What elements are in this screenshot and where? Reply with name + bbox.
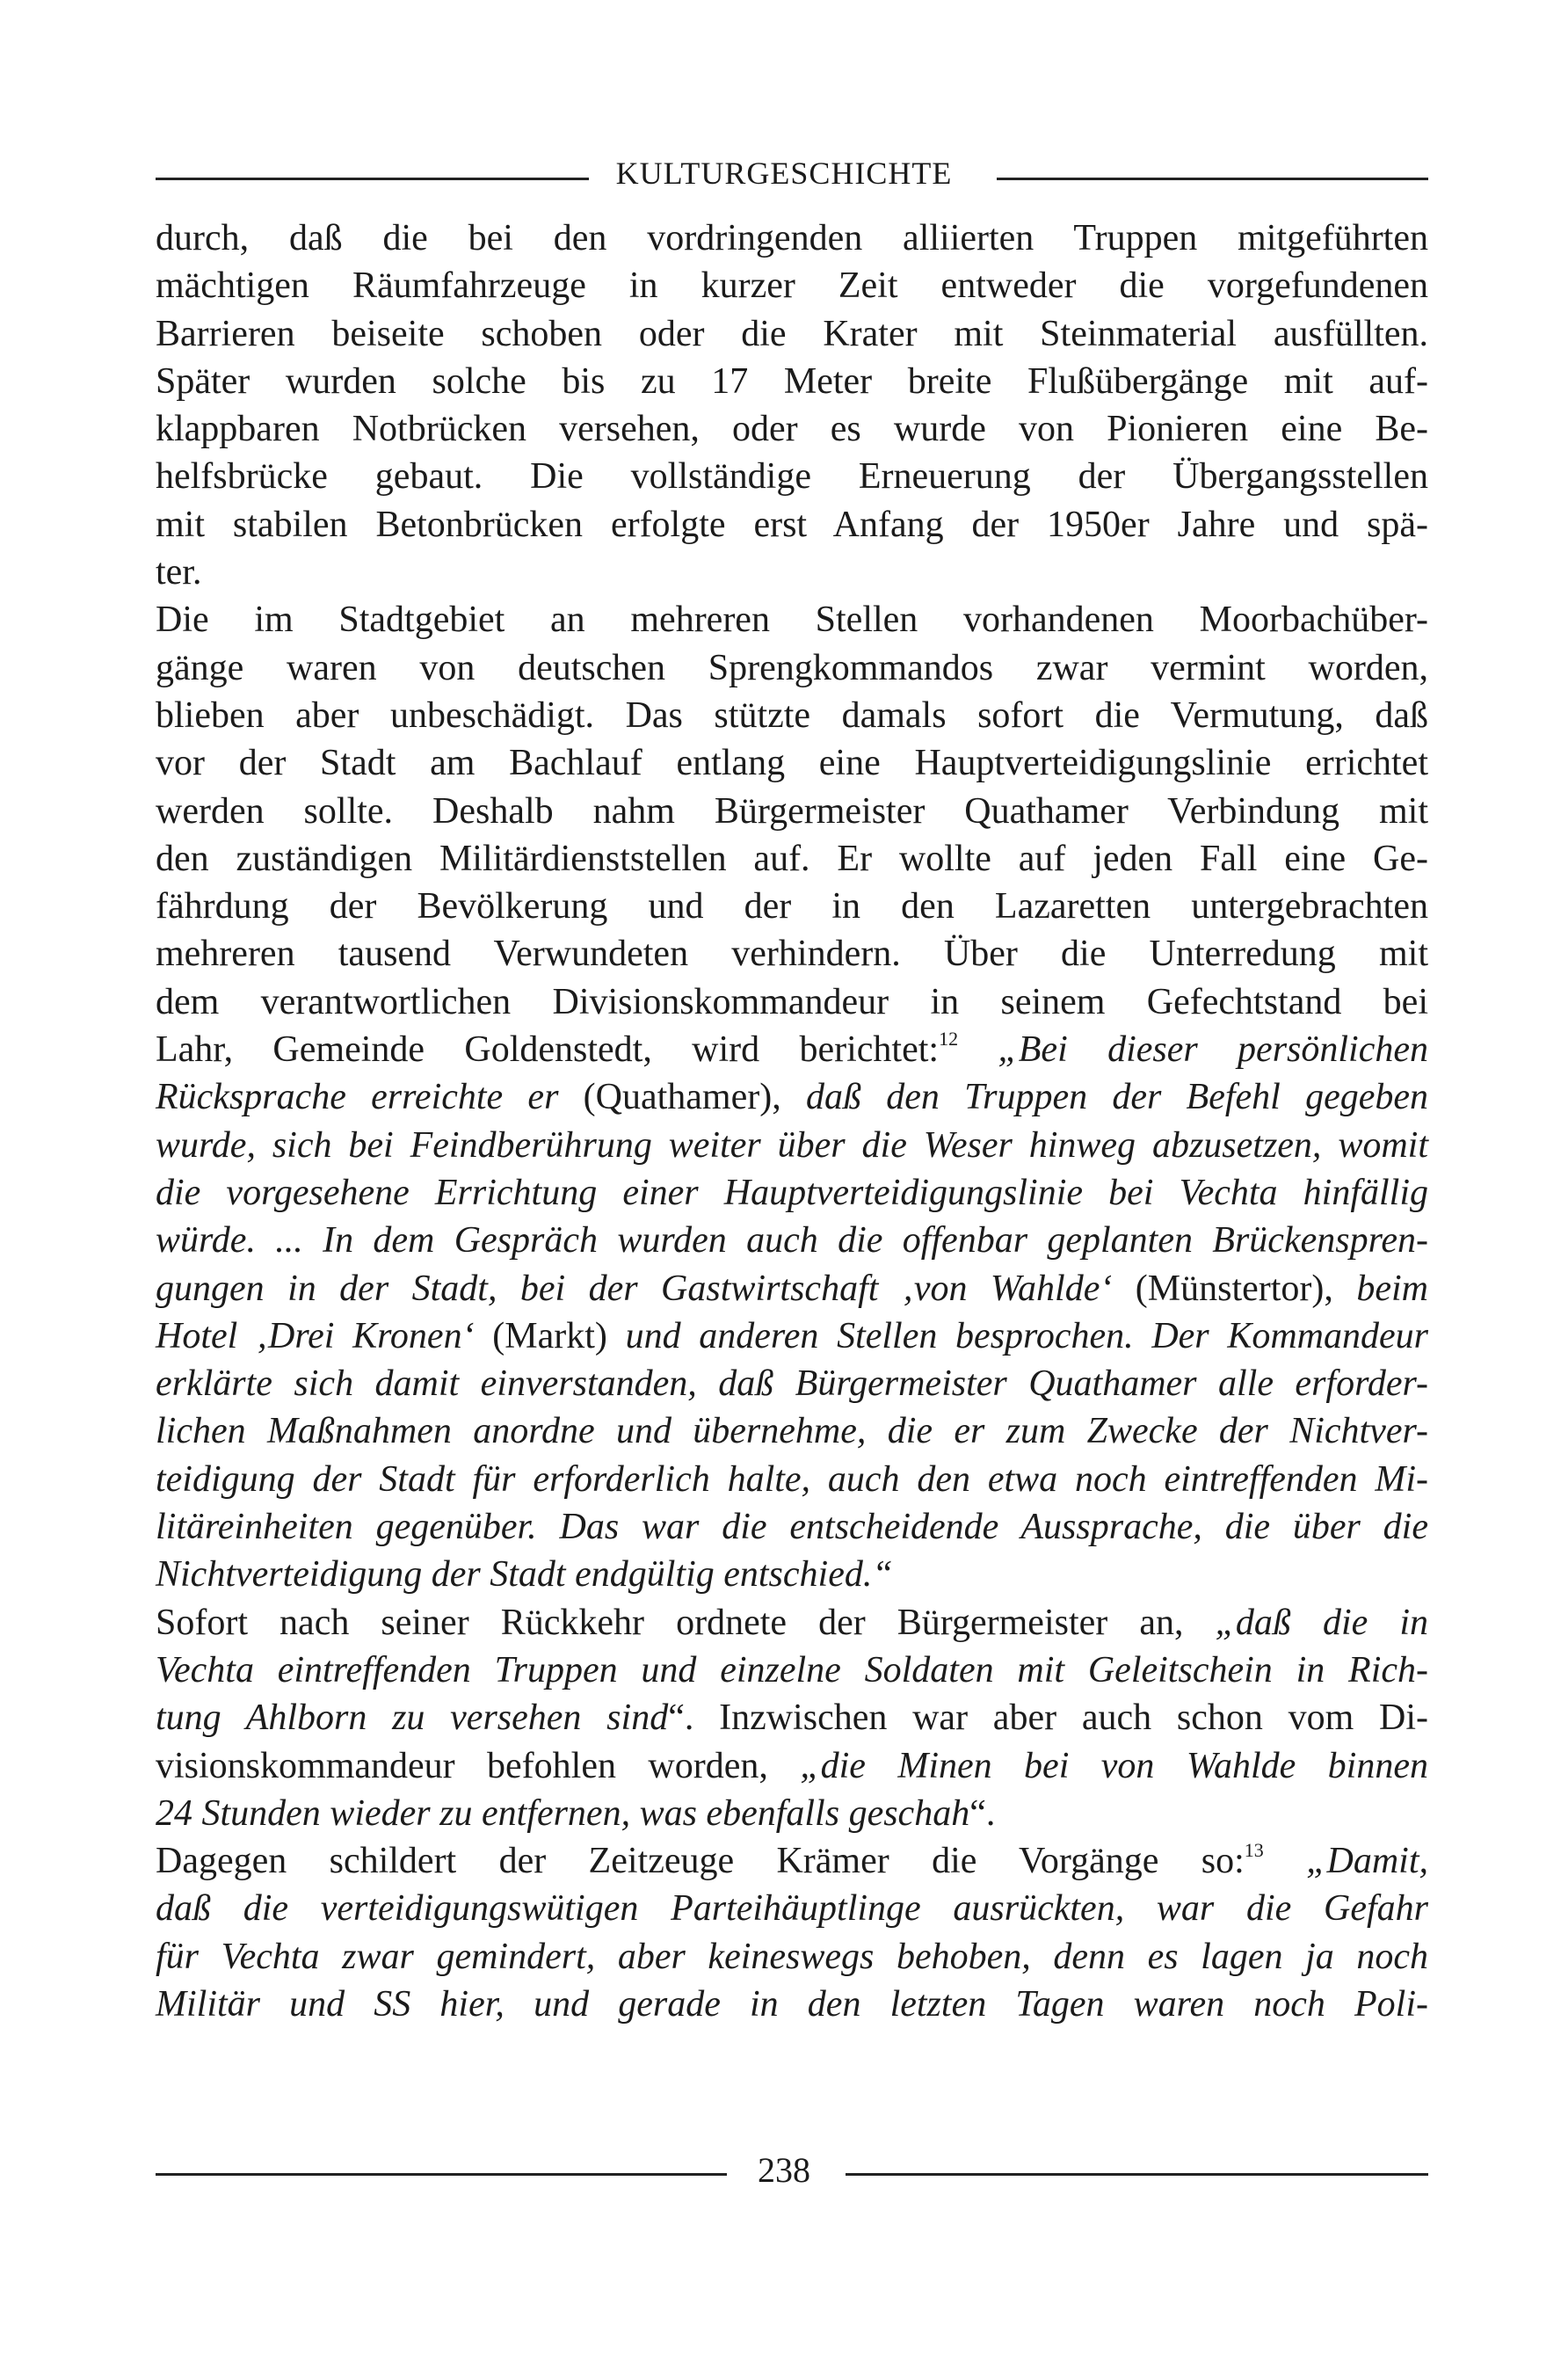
text-run: durch, daß die bei den vordringenden alliierten Truppen mitgeführten bbox=[156, 218, 1428, 258]
text-line-content bbox=[156, 405, 1428, 453]
text-line bbox=[156, 501, 1428, 549]
text-line-content bbox=[156, 978, 1428, 1026]
text-run: helfsbrücke gebaut. Die vollständige Erneuerung der Übergangsstellen bbox=[156, 456, 1428, 498]
text-line bbox=[156, 978, 1428, 1026]
text-line-content bbox=[156, 1933, 1428, 1981]
text-line-content bbox=[156, 262, 1428, 309]
italic-quote-text: „daß die in bbox=[1215, 1602, 1428, 1643]
italic-quote-text: Nichtverteidigung der Stadt endgültig entschied.“ bbox=[156, 1554, 893, 1596]
italic-quote-text: gungen in der Stadt, bei der Gastwirtschaft ‚von Wahlde‘ bbox=[156, 1268, 1136, 1309]
text-line bbox=[156, 883, 1428, 930]
text-line bbox=[156, 1360, 1428, 1407]
text-line bbox=[156, 930, 1428, 978]
text-line-content bbox=[156, 358, 1428, 405]
text-run: klappbaren Notbrücken versehen, oder es wurde von Pionieren eine Be- bbox=[156, 409, 1428, 450]
text-run: mit stabilen Betonbrücken erfolgte erst Anfang der 1950er Jahre und spä- bbox=[156, 504, 1428, 545]
text-run: mehreren tausend Verwundeten verhindern. Über die Unterredung mit bbox=[156, 934, 1428, 975]
italic-quote-text: Hotel ‚Drei Kronen‘ bbox=[156, 1315, 493, 1356]
text-run: Später wurden solche bis zu 17 Meter breite Flußübergänge mit auf- bbox=[156, 360, 1428, 402]
text-line bbox=[156, 405, 1428, 453]
text-line bbox=[156, 1026, 1428, 1073]
text-line bbox=[156, 1312, 1428, 1360]
text-line-content bbox=[156, 214, 1428, 262]
text-run: vor der Stadt am Bachlauf entlang eine Hauptverteidigungslinie errichtet bbox=[156, 743, 1428, 784]
text-line-content bbox=[156, 453, 1428, 500]
text-run: blieben aber unbeschädigt. Das stützte damals sofort die Vermutung, daß bbox=[156, 694, 1428, 736]
text-line bbox=[156, 1217, 1428, 1264]
text-line bbox=[156, 1885, 1428, 1932]
text-line bbox=[156, 1694, 1428, 1741]
text-line bbox=[156, 692, 1428, 739]
text-line bbox=[156, 644, 1428, 692]
text-line-content bbox=[156, 1169, 1428, 1217]
text-line-content bbox=[156, 1742, 1428, 1790]
italic-quote-text: 24 Stunden wieder zu entfernen, was ebenfalls geschah bbox=[156, 1792, 970, 1834]
text-line-content bbox=[156, 788, 1428, 835]
footnote-marker: 12 bbox=[939, 1028, 959, 1051]
text-line-content bbox=[156, 1265, 1428, 1312]
text-line bbox=[156, 1742, 1428, 1790]
text-run: “. Inzwischen war aber auch schon vom Di- bbox=[668, 1698, 1428, 1739]
text-line-content bbox=[156, 1073, 1428, 1121]
text-line-content bbox=[156, 739, 1428, 787]
text-line-content bbox=[156, 1790, 995, 1837]
italic-quote-text: daß den Truppen der Befehl gegeben bbox=[805, 1077, 1428, 1118]
text-line-content bbox=[156, 1026, 1428, 1073]
text-run: mächtigen Räumfahrzeuge in kurzer Zeit entweder die vorgefundenen bbox=[156, 265, 1428, 307]
italic-quote-text: daß die verteidigungswütigen Parteihäuptlinge ausrückten, war die Gefahr bbox=[156, 1888, 1428, 1930]
italic-quote-text: „die Minen bei von Wahlde binnen bbox=[800, 1745, 1428, 1786]
text-line bbox=[156, 1073, 1428, 1121]
text-run: (Markt) bbox=[492, 1315, 626, 1356]
text-line bbox=[156, 1599, 1428, 1647]
footnote-marker: 13 bbox=[1244, 1839, 1264, 1862]
text-line bbox=[156, 1503, 1428, 1551]
text-line-content bbox=[156, 1694, 1428, 1741]
text-line bbox=[156, 1837, 1428, 1885]
text-line-content bbox=[156, 1981, 1428, 2028]
text-line bbox=[156, 596, 1428, 643]
text-line-content bbox=[156, 1599, 1428, 1647]
text-line-content bbox=[156, 1360, 1428, 1407]
text-line bbox=[156, 835, 1428, 883]
text-line bbox=[156, 1122, 1428, 1169]
text-line-content bbox=[156, 1647, 1428, 1694]
text-run: werden sollte. Deshalb nahm Bürgermeister Quathamer Verbindung mit bbox=[156, 790, 1428, 832]
italic-quote-text: Rücksprache erreichte er bbox=[156, 1077, 584, 1118]
text-line-content bbox=[156, 1885, 1428, 1932]
text-line bbox=[156, 1407, 1428, 1455]
text-line bbox=[156, 788, 1428, 835]
text-line bbox=[156, 453, 1428, 500]
text-run: visionskommandeur befohlen worden, bbox=[156, 1745, 801, 1786]
text-line-content bbox=[156, 883, 1428, 930]
text-run: Barrieren beiseite schoben oder die Krater mit Steinmaterial ausfüllten. bbox=[156, 313, 1428, 354]
text-line-content bbox=[156, 1837, 1428, 1885]
text-run: fährdung der Bevölkerung und der in den Lazaretten untergebrachten bbox=[156, 886, 1428, 927]
text-line bbox=[156, 1265, 1428, 1312]
text-line bbox=[156, 549, 1428, 596]
text-line-content bbox=[156, 1551, 893, 1598]
text-line bbox=[156, 262, 1428, 309]
text-line-content bbox=[156, 501, 1428, 549]
text-line-content bbox=[156, 1503, 1428, 1551]
text-line-content bbox=[156, 1312, 1428, 1360]
text-run: (Münstertor), bbox=[1135, 1268, 1357, 1309]
text-line-content bbox=[156, 835, 1428, 883]
text-line bbox=[156, 739, 1428, 787]
text-line bbox=[156, 1790, 1428, 1837]
text-line bbox=[156, 1647, 1428, 1694]
italic-quote-text: würde. ... In dem Gespräch wurden auch die offenbar geplanten Brückenspren- bbox=[156, 1220, 1428, 1261]
italic-quote-text: die vorgesehene Errichtung einer Hauptverteidigungslinie bei Vechta hinfällig bbox=[156, 1172, 1428, 1213]
text-line-content bbox=[156, 596, 1428, 643]
italic-quote-text: lichen Maßnahmen anordne und übernehme, die er zum Zwecke der Nichtver- bbox=[156, 1411, 1428, 1452]
text-run: Lahr, Gemeinde Goldenstedt, wird berichtet: bbox=[156, 1029, 940, 1071]
text-run: Die im Stadtgebiet an mehreren Stellen vorhandenen Moorbachüber- bbox=[156, 600, 1428, 641]
italic-quote-text: und anderen Stellen besprochen. Der Kommandeur bbox=[625, 1315, 1428, 1356]
text-run: den zuständigen Militärdienststellen auf. Er wollte auf jeden Fall eine Ge- bbox=[156, 838, 1428, 879]
text-line bbox=[156, 1169, 1428, 1217]
italic-quote-text: wurde, sich bei Feindberührung weiter über die Weser hinweg abzusetzen, womit bbox=[156, 1124, 1428, 1166]
text-line-content bbox=[156, 930, 1428, 978]
italic-quote-text: beim bbox=[1356, 1268, 1428, 1309]
text-line bbox=[156, 214, 1428, 262]
text-line bbox=[156, 310, 1428, 358]
text-line-content bbox=[156, 1217, 1428, 1264]
italic-quote-text: litäreinheiten gegenüber. Das war die entscheidende Aussprache, die über die bbox=[156, 1507, 1428, 1548]
italic-quote-text: „Damit, bbox=[1263, 1841, 1428, 1882]
italic-quote-text: Vechta eintreffenden Truppen und einzelne Soldaten mit Geleitschein in Rich- bbox=[156, 1649, 1428, 1690]
italic-quote-text: für Vechta zwar gemindert, aber keineswegs behoben, denn es lagen ja noch bbox=[156, 1936, 1428, 1977]
text-line-content bbox=[156, 1122, 1428, 1169]
text-line bbox=[156, 1551, 1428, 1598]
text-line bbox=[156, 1456, 1428, 1503]
text-line-content bbox=[156, 644, 1428, 692]
italic-quote-text: Militär und SS hier, und gerade in den letzten Tagen waren noch Poli- bbox=[156, 1983, 1428, 2025]
text-run: gänge waren von deutschen Sprengkommandos zwar vermint worden, bbox=[156, 647, 1428, 688]
text-line-content bbox=[156, 1456, 1428, 1503]
text-run: Dagegen schildert der Zeitzeuge Krämer die Vorgänge so: bbox=[156, 1841, 1245, 1882]
text-line-content bbox=[156, 1407, 1428, 1455]
italic-quote-text: teidigung der Stadt für erforderlich halte, auch den etwa noch eintreffenden Mi- bbox=[156, 1458, 1428, 1500]
italic-quote-text: tung Ahlborn zu versehen sind bbox=[156, 1698, 669, 1739]
text-line-content bbox=[156, 310, 1428, 358]
text-run: ter. bbox=[156, 552, 202, 593]
section-title: KULTURGESCHICHTE bbox=[611, 156, 958, 191]
text-line bbox=[156, 1981, 1428, 2028]
text-line bbox=[156, 358, 1428, 405]
text-run: “. bbox=[969, 1792, 996, 1834]
text-run: Sofort nach seiner Rückkehr ordnete der Bürgermeister an, bbox=[156, 1602, 1216, 1643]
text-line-content bbox=[156, 549, 201, 596]
italic-quote-text: „Bei dieser persönlichen bbox=[958, 1029, 1429, 1071]
text-run: (Quathamer), bbox=[583, 1077, 806, 1118]
text-run: dem verantwortlichen Divisionskommandeur in seinem Gefechtstand bei bbox=[156, 981, 1428, 1022]
running-head bbox=[0, 155, 1568, 192]
italic-quote-text: erklärte sich damit einverstanden, daß Bürgermeister Quathamer alle erforder- bbox=[156, 1363, 1428, 1405]
body-text bbox=[156, 214, 1428, 2028]
text-line bbox=[156, 1933, 1428, 1981]
text-line-content bbox=[156, 692, 1428, 739]
page-number: 238 bbox=[758, 2150, 810, 2190]
